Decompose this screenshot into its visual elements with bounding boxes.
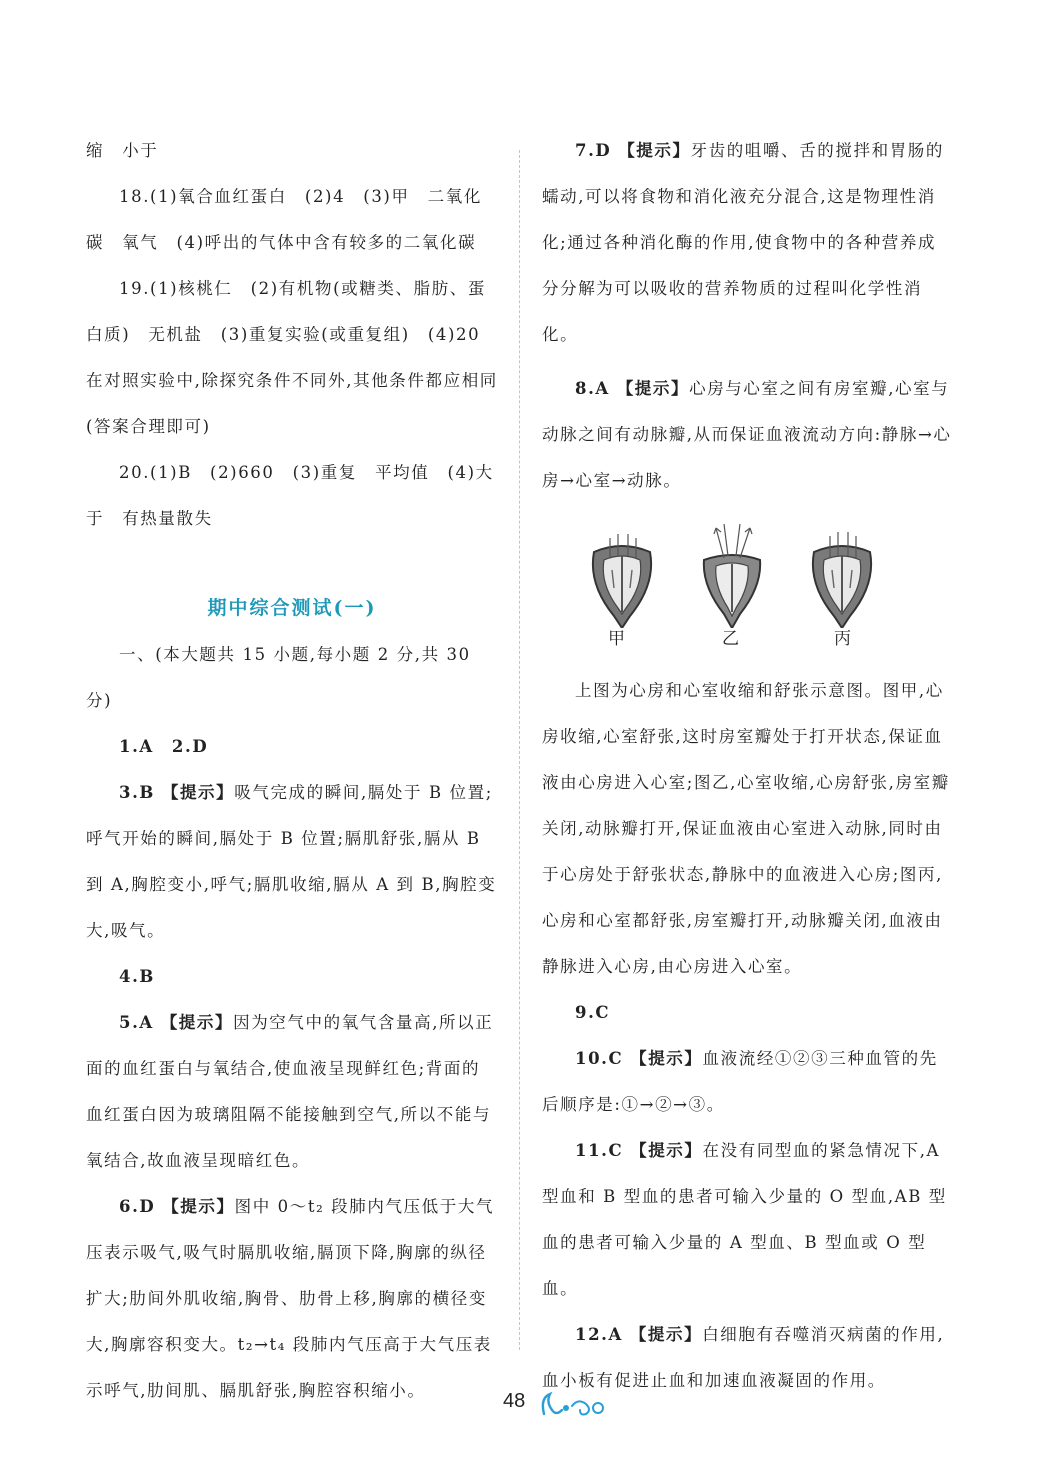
heart-diagrams <box>578 518 968 628</box>
answer-9: 9.C <box>575 1003 611 1022</box>
answer-10-num: 10.C <box>575 1049 624 1068</box>
figure-label-yi: 乙 <box>722 629 739 649</box>
hint-label: 【提示】 <box>160 1013 234 1032</box>
answer-11-num: 11.C <box>575 1141 624 1160</box>
heart-diagram-bing <box>813 532 871 628</box>
answer-3-text: 吸气完成的瞬间,膈处于 B 位置;呼气开始的瞬间,膈处于 B 位置;膈肌舒张,膈从 B 到 A,胸腔变小,呼气;膈肌收缩,膈从 A 到 B,胸腔变大,吸气。 <box>86 783 497 940</box>
answer-7 <box>542 128 954 358</box>
answer-7-num: 7.D <box>575 141 612 160</box>
answer-17-tail: 缩 小于 <box>86 141 159 160</box>
figure-explanation: 上图为心房和心室收缩和舒张示意图。图甲,心房收缩,心室舒张,这时房室瓣处于打开状态,保证血液由心房进入心室;图乙,心室收缩,心房舒张,房室瓣关闭,动脉瓣打开,保证血液由心室进入动脉,同时由于心房处于舒张状态,静脉中的血液进入心房;图丙,心房和心室都舒张,房室瓣打开,动脉瓣关闭,血液由静脉进入心房,由心房进入心室。 <box>542 681 950 976</box>
answer-3 <box>86 770 498 954</box>
answer-8-text: 心房与心室之间有房室瓣,心室与动脉之间有动脉瓣,从而保证血液流动方向:静脉→心房→心室→动脉。 <box>542 379 952 490</box>
answer-5 <box>86 1000 498 1184</box>
answer-11-text: 在没有同型血的紧急情况下,A 型血和 B 型血的患者可输入少量的 O 型血,AB 型血的患者可输入少量的 A 型血、B 型血或 O 型血。 <box>542 1141 947 1298</box>
heart-diagram-jia <box>593 534 651 628</box>
answer-5-num: 5.A <box>119 1013 154 1032</box>
figure-label-bing: 丙 <box>834 629 851 649</box>
hint-label: 【提示】 <box>629 1325 703 1344</box>
hint-label: 【提示】 <box>616 379 690 398</box>
answer-11 <box>542 1128 954 1312</box>
answer-10-text: 血液流经①②③三种血管的先后顺序是:①→②→③。 <box>542 1049 938 1114</box>
heart-diagram-yi <box>704 524 760 628</box>
answer-10 <box>542 1036 954 1128</box>
column-divider <box>519 150 520 1350</box>
answer-3-num: 3.B <box>119 783 155 802</box>
answer-5-text: 因为空气中的氧气含量高,所以正面的血红蛋白与氧结合,使血液呈现鲜红色;背面的血红蛋白因为玻璃阻隔不能接触到空气,所以不能与氧结合,故血液呈现暗红色。 <box>86 1013 494 1170</box>
answer-19: 19.(1)核桃仁 (2)有机物(或糖类、脂肪、蛋白质) 无机盐 (3)重复实验(或重复组) (4)20 在对照实验中,除探究条件不同外,其他条件都应相同(答案合理即可) <box>86 279 499 436</box>
hint-label: 【提示】 <box>161 783 235 802</box>
answer-20: 20.(1)B (2)660 (3)重复 平均值 (4)大于 有热量散失 <box>86 463 494 528</box>
answer-6 <box>86 1184 498 1414</box>
hint-label: 【提示】 <box>618 141 691 160</box>
answer-18: 18.(1)氧合血红蛋白 (2)4 (3)甲 二氧化碳 氧气 (4)呼出的气体中含有较多的二氧化碳 <box>86 187 482 252</box>
answer-4: 4.B <box>119 967 155 986</box>
figure-label-jia: 甲 <box>608 629 625 649</box>
part-one-heading: 一、(本大题共 15 小题,每小题 2 分,共 30 分) <box>86 645 471 710</box>
hint-label: 【提示】 <box>630 1049 703 1068</box>
answer-8 <box>542 366 954 504</box>
answer-12-num: 12.A <box>575 1325 623 1344</box>
answer-12-text: 白细胞有吞噬消灭病菌的作用,血小板有促进止血和加速血液凝固的作用。 <box>542 1325 945 1390</box>
decorative-swirl-icon <box>536 1388 616 1420</box>
answer-8-num: 8.A <box>575 379 610 398</box>
answer-6-num: 6.D <box>119 1197 156 1216</box>
hint-label: 【提示】 <box>162 1197 235 1216</box>
answer-1-2: 1.A 2.D <box>119 737 209 756</box>
hint-label: 【提示】 <box>630 1141 703 1160</box>
answer-7-text: 牙齿的咀嚼、舌的搅拌和胃肠的蠕动,可以将食物和消化液充分混合,这是物理性消化;通过各种消化酶的作用,使食物中的各种营养成分分解为可以吸收的营养物质的过程叫化学性消化。 <box>542 141 945 344</box>
page-number: 48 <box>503 1390 526 1412</box>
heart-figure <box>578 518 968 658</box>
answer-6-text: 图中 0～t₂ 段肺内气压低于大气压表示吸气,吸气时膈肌收缩,膈顶下降,胸廓的纵径扩大;肋间外肌收缩,胸骨、肋骨上移,胸廓的横径变大,胸廓容积变大。t₂→t₄ 段肺内气压高于大气压表示呼气,肋间肌、膈肌舒张,胸腔容积缩小。 <box>86 1197 495 1400</box>
section-title: 期中综合测试(一) <box>207 597 377 619</box>
